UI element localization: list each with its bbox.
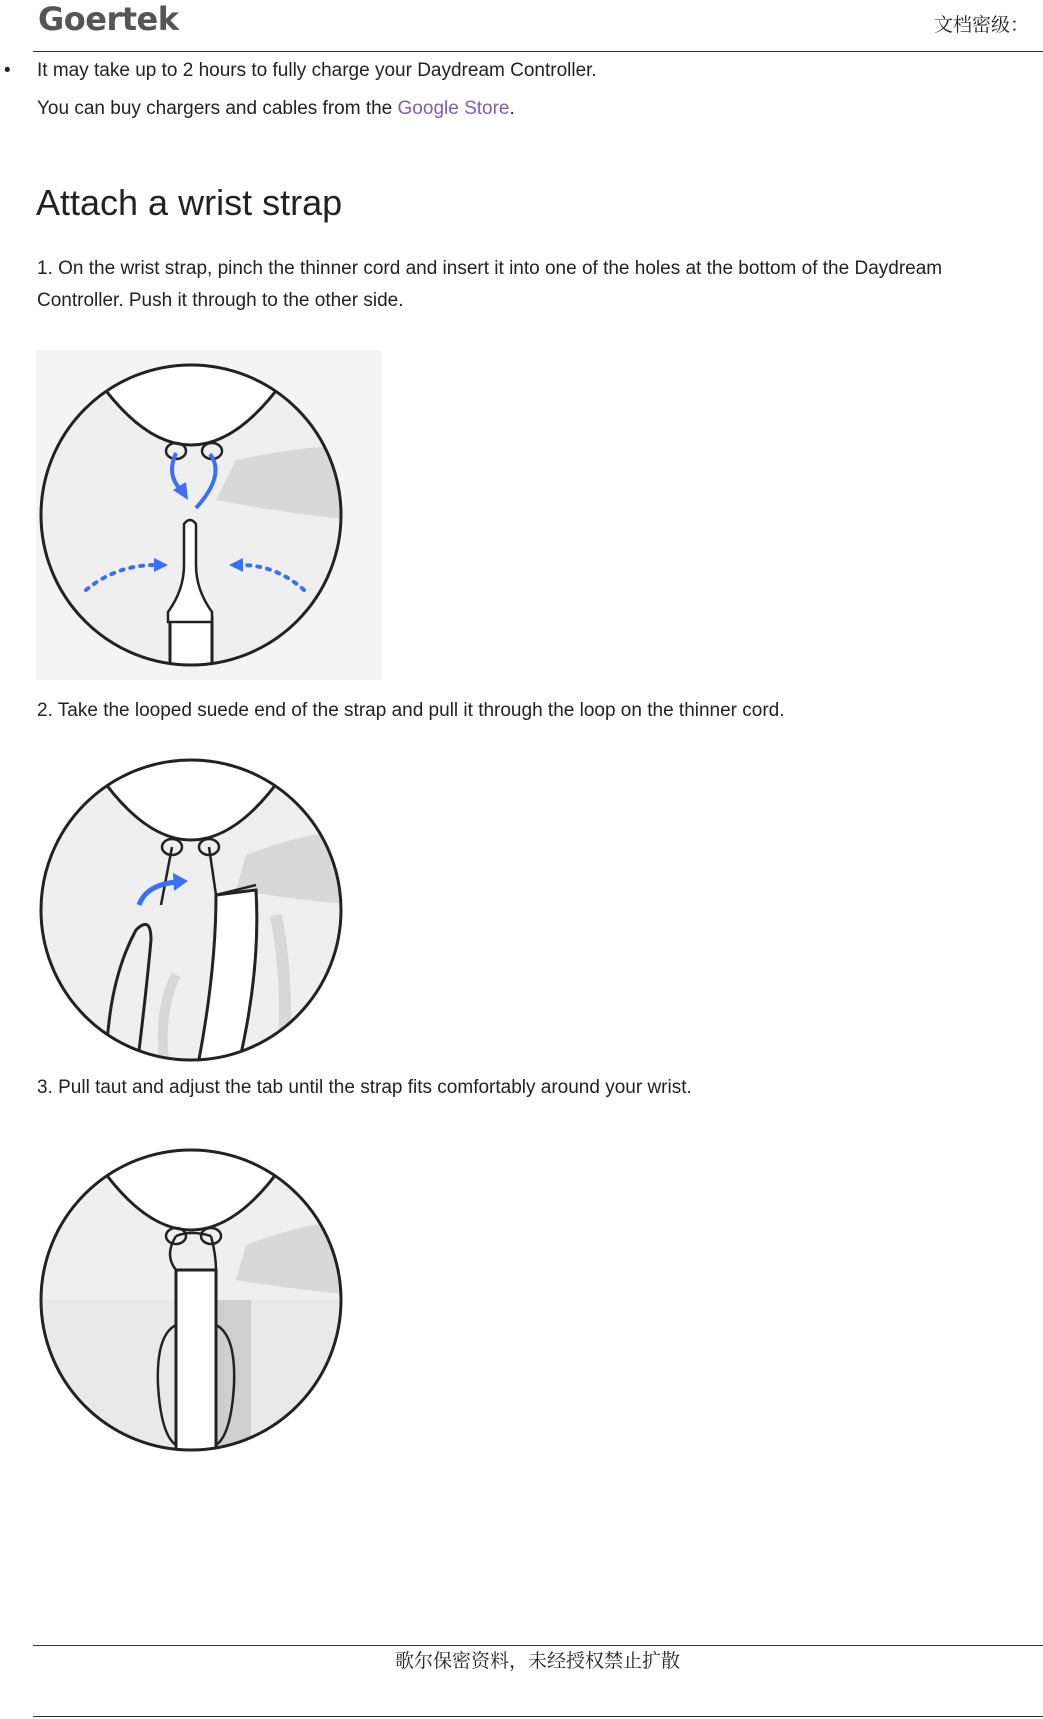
step-2-text: 2. Take the looped suede end of the strap and pull it through the loop on the thinner cord. [37, 700, 785, 721]
confidentiality-notice: 歌尔保密资料，未经授权禁止扩散 [394, 1650, 680, 1672]
store-line [37, 93, 515, 125]
step-1-illustration [36, 350, 382, 680]
step-1-line-2: Controller. Push it through to the other side. [37, 290, 404, 311]
footer-divider-bottom [33, 1716, 1043, 1717]
store-line-prefix: You can buy chargers and cables from the [37, 98, 398, 119]
store-line-suffix: . [509, 98, 515, 119]
google-store-link[interactable]: Google Store [397, 98, 510, 119]
document-classification-label: 文档密级： [933, 14, 1029, 36]
step-1-line-1: 1. On the wrist strap, pinch the thinner cord and insert it into one of the holes at the bottom of the Daydream [37, 258, 943, 279]
step-3-text: 3. Pull taut and adjust the tab until the strap fits comfortably around your wrist. [37, 1077, 692, 1098]
goertek-logo: Goertek [38, 0, 179, 38]
charge-time-note: It may take up to 2 hours to fully charge your Daydream Controller. [37, 60, 597, 81]
section-heading: Attach a wrist strap [36, 182, 343, 223]
bullet-marker: • [4, 60, 11, 81]
header-divider [33, 51, 1043, 52]
page-header [0, 0, 1043, 52]
step-3-illustration [36, 1145, 346, 1455]
step-2-illustration [36, 755, 346, 1065]
